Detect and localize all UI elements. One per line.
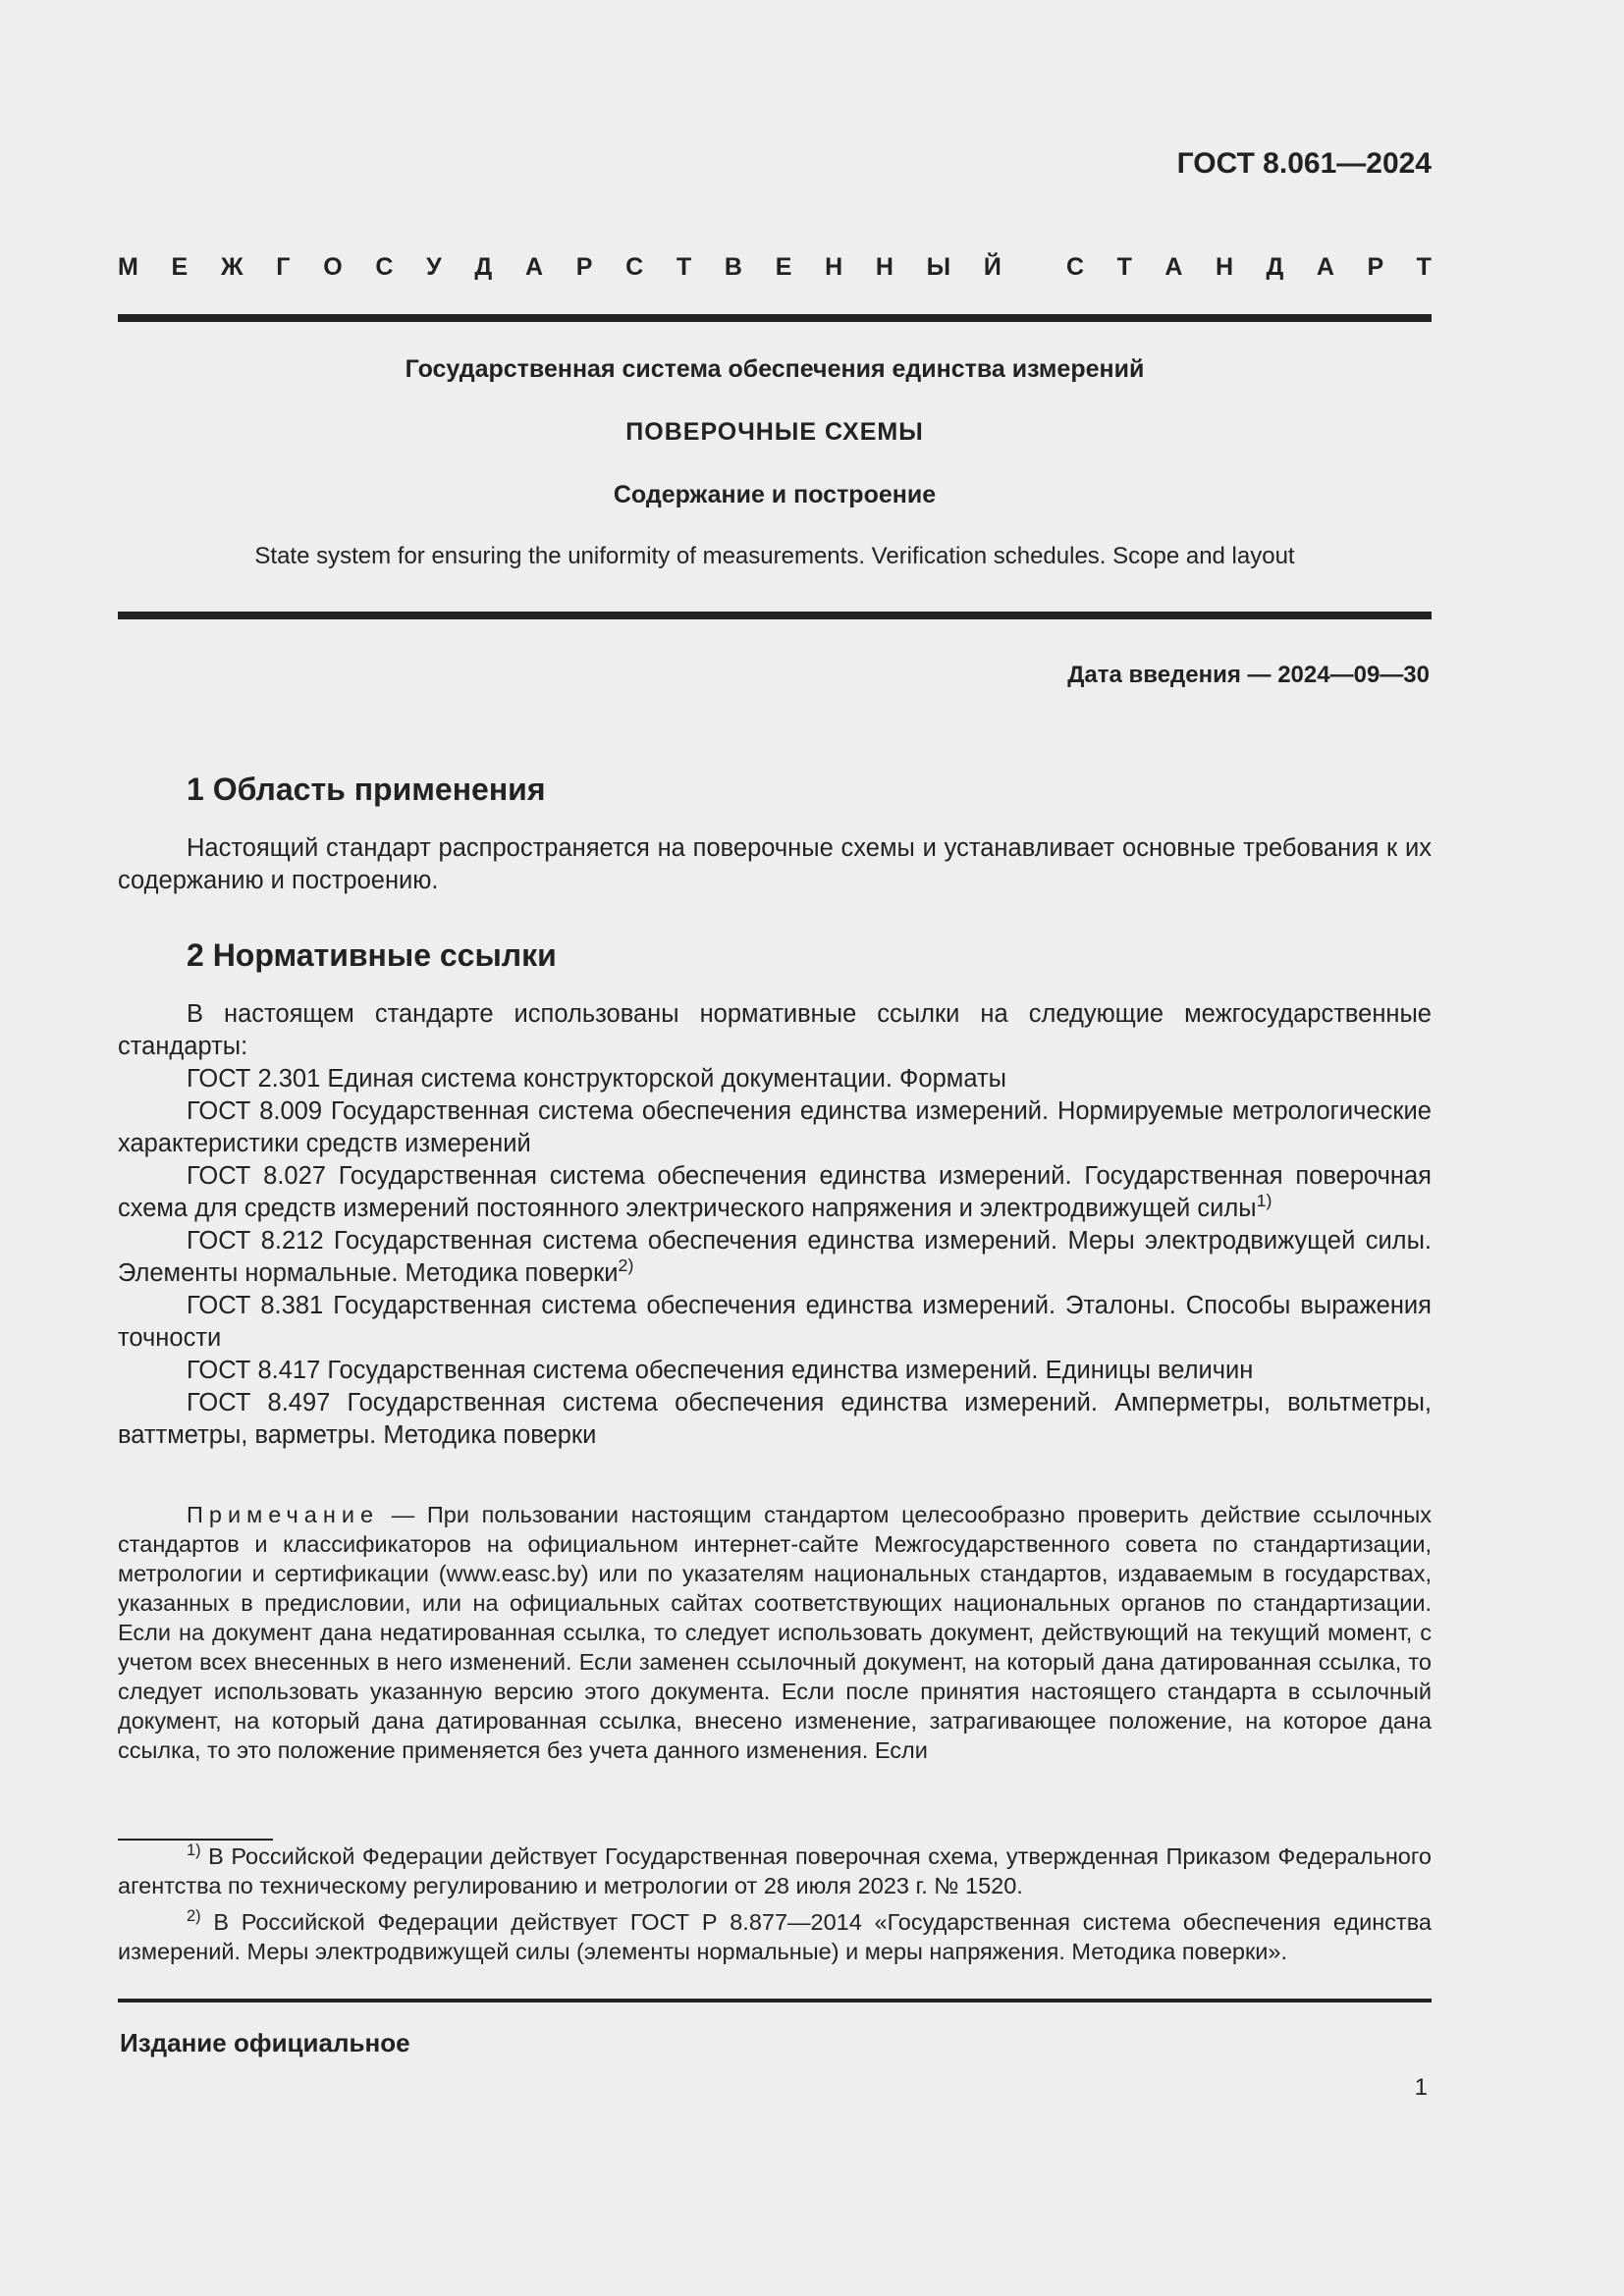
category-letter: Г [276, 253, 291, 281]
reference-code: ГОСТ 8.381 [187, 1292, 324, 1319]
section-2-heading: 2 Нормативные ссылки [187, 937, 557, 973]
document-number: ГОСТ 8.061—2024 [1176, 147, 1432, 180]
footnote-mark: 1) [187, 1841, 201, 1859]
footnotes [118, 1842, 1432, 1973]
title-english: State system for ensuring the uniformity of measurements. Verification schedules. Scope and layout [254, 543, 1295, 569]
footnote-item [118, 1907, 1432, 1966]
footnote-separator [118, 1839, 273, 1841]
edition-label: Издание официальное [120, 2028, 410, 2057]
title-system: Государственная система обеспечения единства измерений [405, 355, 1145, 383]
category-letter: Т [1116, 253, 1132, 281]
category-letter: М [118, 253, 138, 281]
footnote-marker: 2) [618, 1255, 634, 1276]
reference-title: Государственная система обеспечения единства измерений. Эталоны. Способы выражения точности [118, 1292, 1432, 1352]
document-category [118, 253, 1432, 282]
footnote-marker: 1) [1256, 1191, 1272, 1211]
category-letter: О [323, 253, 343, 281]
reference-code: ГОСТ 8.417 [187, 1357, 321, 1384]
section-2-body [118, 998, 1432, 1452]
reference-title: Государственная система обеспечения единства измерений. Меры электродвижущей силы. Элементы нормальные. Методика поверки [118, 1227, 1432, 1287]
category-word-standard [1066, 253, 1432, 282]
title-main: ПОВЕРОЧНЫЕ СХЕМЫ [625, 418, 924, 446]
section-1-body [118, 832, 1432, 897]
reference-code: ГОСТ 8.009 [187, 1097, 323, 1125]
category-letter: У [426, 253, 442, 281]
category-letter: Е [775, 253, 792, 281]
reference-item [118, 1290, 1432, 1355]
category-letter: А [1164, 253, 1183, 281]
category-letter: Д [474, 253, 493, 281]
category-letter: Н [1215, 253, 1234, 281]
category-letter: С [625, 253, 644, 281]
category-letter: С [1066, 253, 1085, 281]
title-sub: Содержание и построение [613, 481, 937, 508]
section-1-paragraph: Настоящий стандарт распространяется на поверочные схемы и устанавливает основные требования к их содержанию и построению. [118, 834, 1432, 894]
category-word-interstate [118, 253, 1001, 282]
reference-title: Государственная система обеспечения единства измерений. Амперметры, вольтметры, ваттметры, варметры. Методика поверки [118, 1389, 1432, 1449]
category-letter: Р [1367, 253, 1384, 281]
footnote-mark: 2) [187, 1906, 201, 1925]
note-label: Примечание [187, 1502, 380, 1527]
category-letter: Й [983, 253, 1001, 281]
category-letter: А [524, 253, 544, 281]
reference-code: ГОСТ 8.212 [187, 1227, 324, 1255]
note [118, 1500, 1432, 1765]
category-letter: Д [1266, 253, 1284, 281]
category-letter: Т [676, 253, 692, 281]
category-letter: Т [1416, 253, 1432, 281]
category-letter: Н [875, 253, 893, 281]
reference-title: Государственная система обеспечения единства измерений. Нормируемые метрологические характеристики средств измерений [118, 1097, 1432, 1157]
reference-item [118, 1225, 1432, 1290]
reference-title: Государственная система обеспечения единства измерений. Единицы величин [327, 1357, 1254, 1384]
section-1-heading: 1 Область применения [187, 772, 546, 807]
section-2-intro: В настоящем стандарте использованы нормативные ссылки на следующие межгосударственные стандарты: [118, 1000, 1432, 1060]
reference-item [118, 1355, 1432, 1387]
header-rule [118, 314, 1432, 322]
note-text: — При пользовании настоящим стандартом целесообразно проверить действие ссылочных стандартов и классификаторов на официальном интернет-сайте Межгосударственного совета по стандартизации, метрологии и сертификации (www.easc.by) или по указателям национальных стандартов, издаваемым в государствах, указанных в предисловии, или на официальных сайтах соответствующих национальных органов по стандартизации. Если на документ дана недатированная ссылка, то следует использовать документ, действующий на текущий момент, с учетом всех внесенных в него изменений. Если заменен ссылочный документ, на который дана датированная ссылка, то следует использовать указанную версию этого документа. Если после принятия настоящего стандарта в ссылочный документ, на который дана датированная ссылка, внесено изменение, затрагивающее положение, на которое дана ссылка, то это положение применяется без учета данного изменения. Если [118, 1502, 1432, 1763]
reference-code: ГОСТ 2.301 [187, 1065, 321, 1093]
footnote-text: В Российской Федерации действует Государственная поверочная схема, утвержденная Приказом Федерального агентства по техническому регулированию и метрологии от 28 июля 2023 г. № 1520. [118, 1843, 1432, 1898]
footnote-item [118, 1842, 1432, 1900]
reference-item [118, 1063, 1432, 1095]
reference-title: Государственная система обеспечения единства измерений. Государственная поверочная схема для средств измерений постоянного электрического напряжения и электродвижущей силы [118, 1162, 1432, 1222]
reference-item [118, 1160, 1432, 1225]
reference-code: ГОСТ 8.497 [187, 1389, 331, 1416]
introduction-date: Дата введения — 2024—09—30 [1067, 662, 1430, 688]
footer-rule [118, 1999, 1432, 2002]
reference-code: ГОСТ 8.027 [187, 1162, 326, 1190]
category-letter: С [375, 253, 394, 281]
category-letter: Р [575, 253, 593, 281]
reference-list [118, 1063, 1432, 1452]
category-letter: Е [171, 253, 189, 281]
category-letter: Н [825, 253, 843, 281]
category-letter: А [1316, 253, 1334, 281]
category-letter: В [724, 253, 742, 281]
category-letter: Ж [220, 253, 244, 281]
title-rule [118, 612, 1432, 619]
page-number: 1 [1414, 2074, 1428, 2101]
reference-item [118, 1387, 1432, 1452]
reference-item [118, 1095, 1432, 1160]
footnote-text: В Российской Федерации действует ГОСТ Р 8.877—2014 «Государственная система обеспечения единства измерений. Меры электродвижущей силы (элементы нормальные) и меры напряжения. Методика поверки». [118, 1909, 1432, 1964]
category-letter: Ы [926, 253, 951, 281]
reference-title: Единая система конструкторской документации. Форматы [327, 1065, 1006, 1093]
